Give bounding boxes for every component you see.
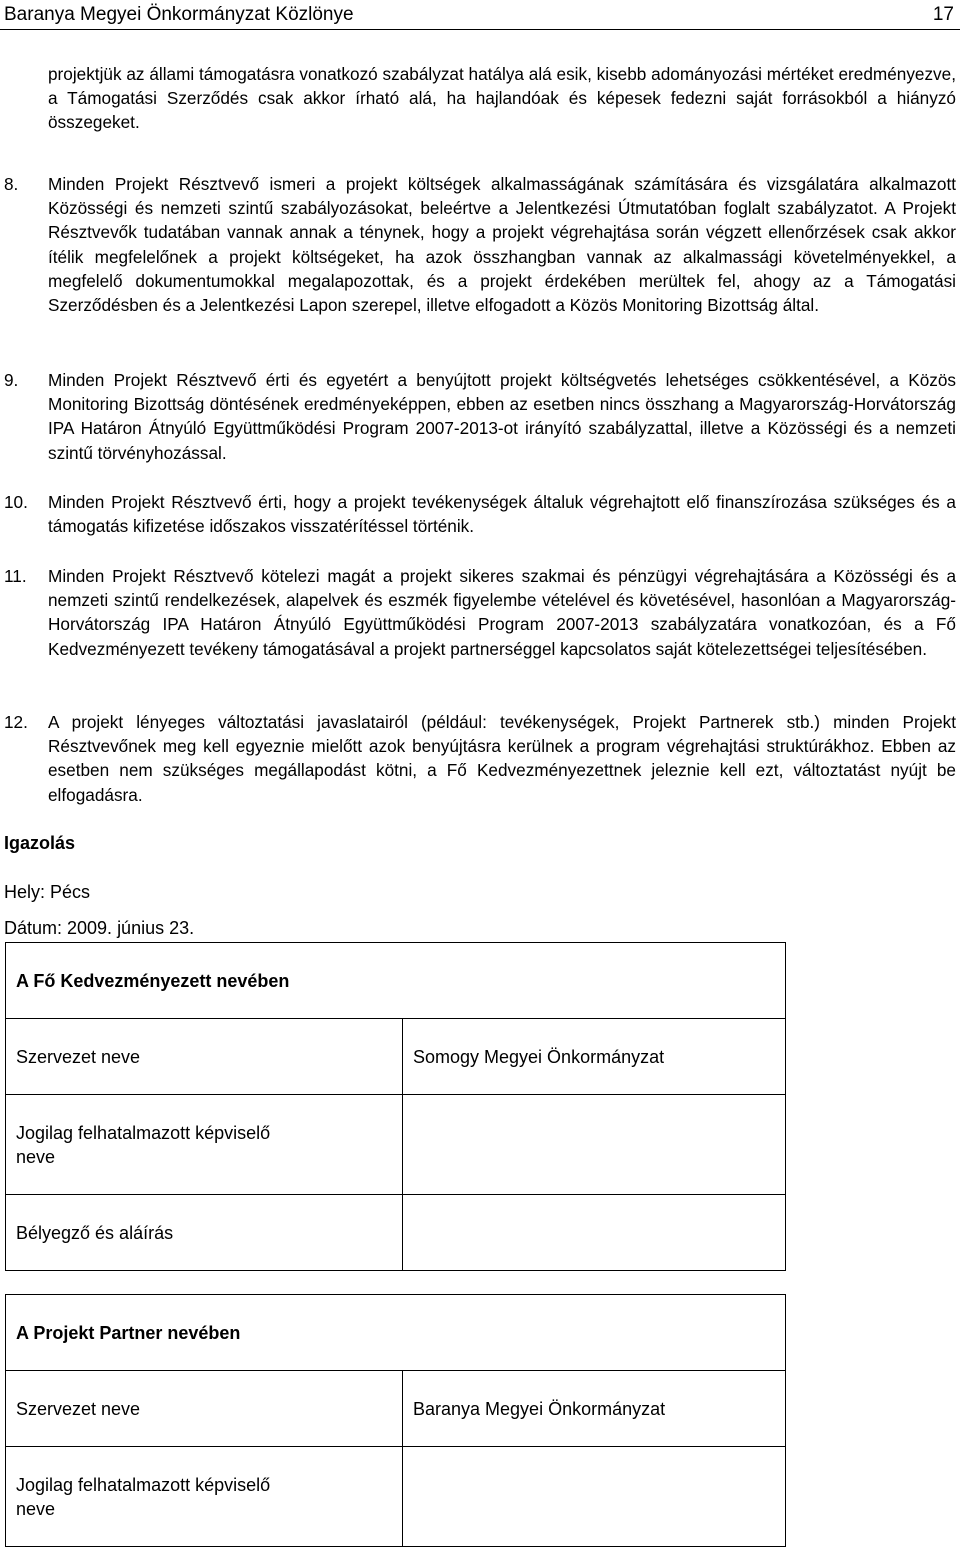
org-name-value: Somogy Megyei Önkormányzat	[403, 1019, 786, 1095]
stamp-signature-label: Bélyegző és aláírás	[6, 1195, 403, 1271]
org-name-label: Szervezet neve	[6, 1019, 403, 1095]
date-line: Dátum: 2009. június 23.	[4, 918, 195, 938]
lead-beneficiary-signature-table	[5, 942, 786, 1271]
org-name-label: Szervezet neve	[6, 1371, 403, 1447]
representative-label: Jogilag felhatalmazott képviselő neve	[6, 1095, 403, 1195]
item-number: 8.	[4, 174, 19, 194]
page-header	[0, 0, 960, 30]
item-number: 11.	[4, 566, 27, 586]
lead-beneficiary-title: A Fő Kedvezményezett nevében	[6, 943, 786, 1019]
item-text: Minden Projekt Résztvevő ismeri a projekt költségek alkalmasságának számítására és vizsgálatára alkalmazott Közösségi és nemzeti szintű szabályozásokat, beleértve a Jelentkezési Útmutatóban foglalt szabályzatot. A Projekt Résztvevők tudatában vannak annak a ténynek, hogy a projekt végrehajtása során végzett ellenőrzések csak akkor ítélik megfelelőnek a projekt költségeket, ha azok összhangban vannak az alkalmassági követelményekkel, a megfelelő dokumentumokkal megalapozottak, és a projekt érdekében merültek fel, ahogy az a Támogatási Szerződésben és a Jelentkezési Lapon szerepel, illetve elfogadott a Közös Monitoring Bizottság által.	[48, 174, 956, 316]
item-text: A projekt lényeges változtatási javaslatairól (például: tevékenységek, Projekt Partnerek stb.) minden Projekt Résztvevőnek meg kell egyeznie mielőtt azok benyújtásra kerülnek a program végrehajtási struktúrákhoz. Ebben az esetben nem szükséges megállapodást kötni, a Fő Kedvezményezettnek jeleznie kell ezt, változtatást nyújt be elfogadásra.	[48, 712, 956, 805]
place-line: Hely: Pécs	[4, 882, 91, 902]
representative-label: Jogilag felhatalmazott képviselő neve	[6, 1447, 403, 1547]
representative-value	[403, 1095, 786, 1195]
item-number: 10.	[4, 492, 28, 512]
item-number: 12.	[4, 712, 28, 732]
partner-title: A Projekt Partner nevében	[6, 1295, 786, 1371]
item-text: Minden Projekt Résztvevő érti, hogy a projekt tevékenységek általuk végrehajtott elő finanszírozása szükséges és a támogatás kifizetése időszakos visszatérítéssel történik.	[48, 492, 956, 537]
item-text: Minden Projekt Résztvevő érti és egyetért a benyújtott projekt költségvetés lehetséges csökkentésével, a Közös Monitoring Bizottság döntésének eredményeképpen, ebben az esetben nincs összhang a Magyarország-Horvátország IPA Határon Átnyúló Együttműködési Program 2007-2013-ot irányító szabályzattal, illetve a Közösségi és a nemzeti szintű törvényhozással.	[48, 370, 956, 463]
item-number: 9.	[4, 370, 19, 390]
partner-signature-table	[5, 1294, 786, 1547]
certification-heading: Igazolás	[4, 833, 76, 853]
intro-paragraph: projektjük az állami támogatásra vonatkozó szabályzat hatálya alá esik, kisebb adományozási mértéket eredményezve, a Támogatási Szerződés csak akkor írható alá, ha hajlandóak és képesek fedezni saját forrásokból a hiányzó összegeket.	[48, 64, 956, 133]
stamp-signature-value	[403, 1195, 786, 1271]
representative-value	[403, 1447, 786, 1547]
page-number: 17	[932, 4, 954, 25]
journal-title: Baranya Megyei Önkormányzat Közlönye	[4, 4, 354, 25]
item-text: Minden Projekt Résztvevő kötelezi magát a projekt sikeres szakmai és pénzügyi végrehajtására a Közösségi és a nemzeti szintű rendelkezések, alapelvek és eszmék figyelembe vételével és követésével, hasonlóan a Magyarország-Horvátország IPA Határon Átnyúló Együttműködési Program 2007-2013 szabályzatára vonatkozóan, és a Fő Kedvezményezett tevékeny támogatásával a projekt partnerséggel kapcsolatos saját kötelezettségei teljesítésében.	[48, 566, 956, 659]
org-name-value: Baranya Megyei Önkormányzat	[403, 1371, 786, 1447]
